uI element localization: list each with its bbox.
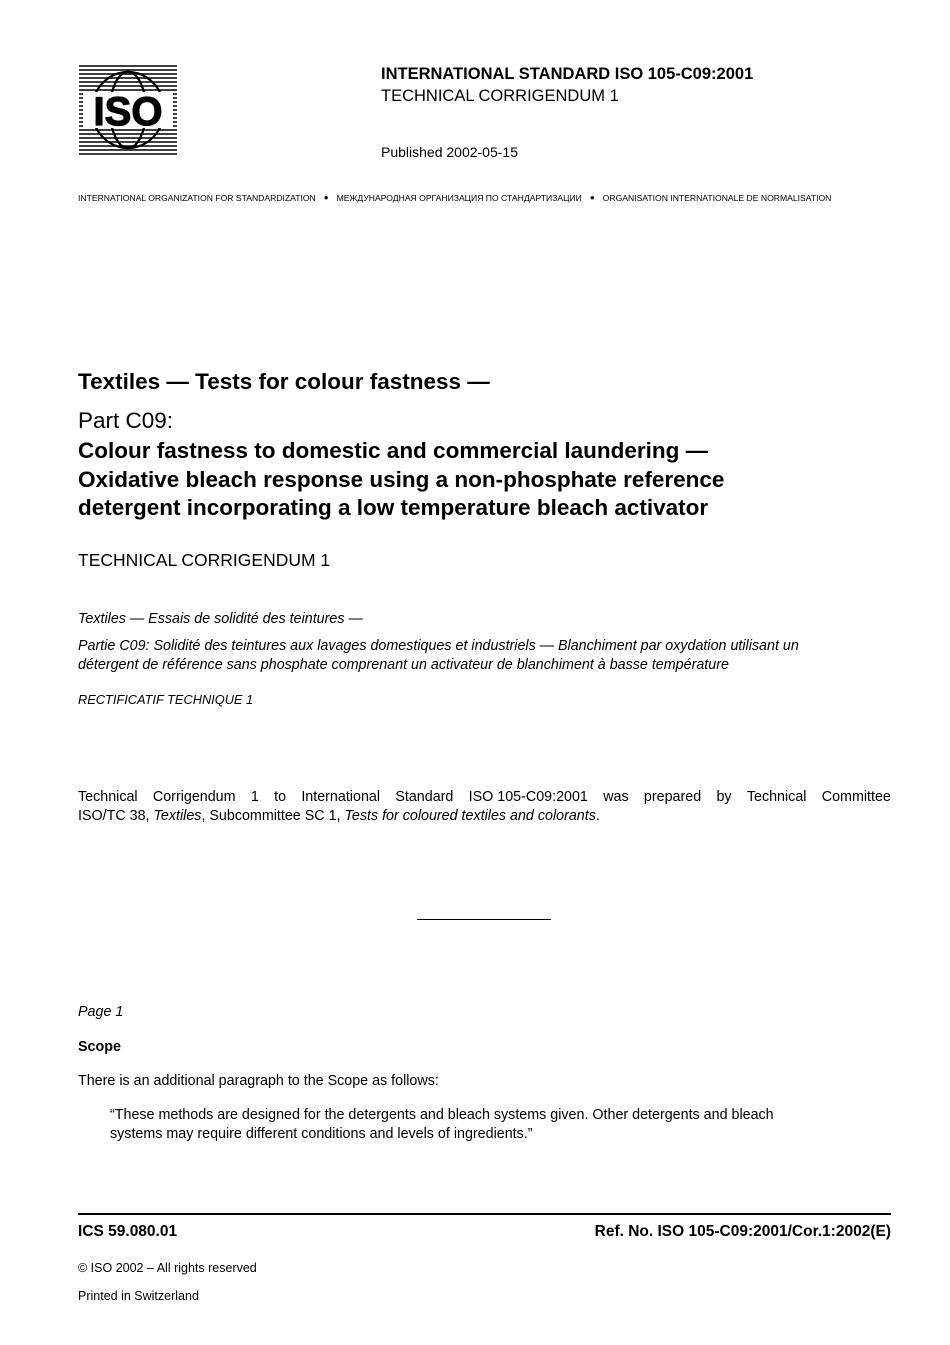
org-name-ru: МЕЖДУНАРОДНАЯ ОРГАНИЗАЦИЯ ПО СТАНДАРТИЗАЦИИ — [336, 193, 582, 203]
prep-italic-textiles: Textiles — [153, 808, 202, 824]
prep-word: Corrigendum — [152, 789, 236, 805]
printed-location: Printed in Switzerland — [78, 1289, 199, 1303]
part-title — [78, 437, 918, 523]
scope-quote — [110, 1106, 900, 1144]
org-separator-1: ● — [323, 193, 329, 202]
french-part-title — [78, 637, 908, 675]
prep-word: International — [301, 789, 381, 805]
prep-text: , Subcommittee SC 1, — [201, 808, 345, 824]
prep-word: Technical — [746, 789, 807, 805]
prep-word: to — [274, 789, 287, 805]
part-title-line: Colour fastness to domestic and commercial laundering — — [78, 438, 709, 463]
copyright: © ISO 2002 – All rights reserved — [78, 1261, 257, 1275]
iso-logo-mark — [79, 64, 177, 156]
scope-intro: There is an additional paragraph to the Scope as follows: — [78, 1073, 439, 1089]
preparation-line-1 — [78, 788, 891, 807]
prep-text: . — [595, 808, 600, 824]
french-part-line: détergent de référence sans phosphate comprenant un activateur de blanchiment à basse température — [78, 657, 729, 673]
ics-code: ICS 59.080.01 — [78, 1223, 178, 1240]
part-label: Part C09: — [78, 408, 174, 433]
prep-word: ISO 105-C09:2001 — [468, 789, 588, 805]
prep-word: Committee — [821, 789, 891, 805]
prep-word: 1 — [250, 789, 259, 805]
corrigendum-label: TECHNICAL CORRIGENDUM 1 — [78, 550, 331, 570]
prep-word: Technical — [78, 789, 138, 805]
french-rectificatif: RECTIFICATIF TECHNIQUE 1 — [78, 692, 254, 707]
organization-line — [78, 192, 891, 204]
prep-word: prepared — [643, 789, 702, 805]
french-part-line: Partie C09: Solidité des teintures aux lavages domestiques et industriels — Blanchiment par oxydation utilisant un — [78, 638, 799, 654]
published-date: Published 2002-05-15 — [381, 144, 518, 160]
prep-text: ISO/TC 38, — [78, 808, 154, 824]
scope-quote-line: “These methods are designed for the detergents and bleach systems given. Other detergents and bleach — [110, 1107, 774, 1123]
org-name-fr: ORGANISATION INTERNATIONALE DE NORMALISATION — [602, 193, 832, 203]
logo-text: ISO — [93, 90, 163, 134]
part-title-line: Oxidative bleach response using a non-phosphate reference — [78, 466, 725, 492]
standard-subtitle: TECHNICAL CORRIGENDUM 1 — [381, 87, 619, 105]
prep-word: Standard — [395, 789, 454, 805]
part-title-line: detergent incorporating a low temperature bleach activator — [78, 495, 709, 520]
prep-word: was — [603, 789, 629, 805]
french-title: Textiles — Essais de solidité des teintures — — [78, 611, 363, 627]
document-title: Textiles — Tests for colour fastness — — [78, 369, 490, 394]
standard-title: INTERNATIONAL STANDARD ISO 105-C09:2001 — [381, 65, 754, 83]
org-separator-2: ● — [589, 193, 595, 202]
reference-number: Ref. No. ISO 105-C09:2001/Cor.1:2002(E) — [594, 1223, 891, 1240]
prep-word: by — [716, 789, 732, 805]
org-name-en: INTERNATIONAL ORGANIZATION FOR STANDARDIZATION — [78, 193, 316, 203]
footer-rule — [78, 1213, 891, 1215]
preparation-line-2 — [78, 807, 891, 826]
section-divider — [417, 919, 551, 920]
prep-italic-subcommittee: Tests for coloured textiles and colorants — [344, 808, 596, 824]
preparation-paragraph — [78, 788, 891, 826]
scope-heading: Scope — [78, 1039, 121, 1055]
scope-quote-line: systems may require different conditions and levels of ingredients.” — [110, 1126, 533, 1142]
iso-logo — [79, 64, 177, 156]
page-reference: Page 1 — [78, 1004, 124, 1020]
